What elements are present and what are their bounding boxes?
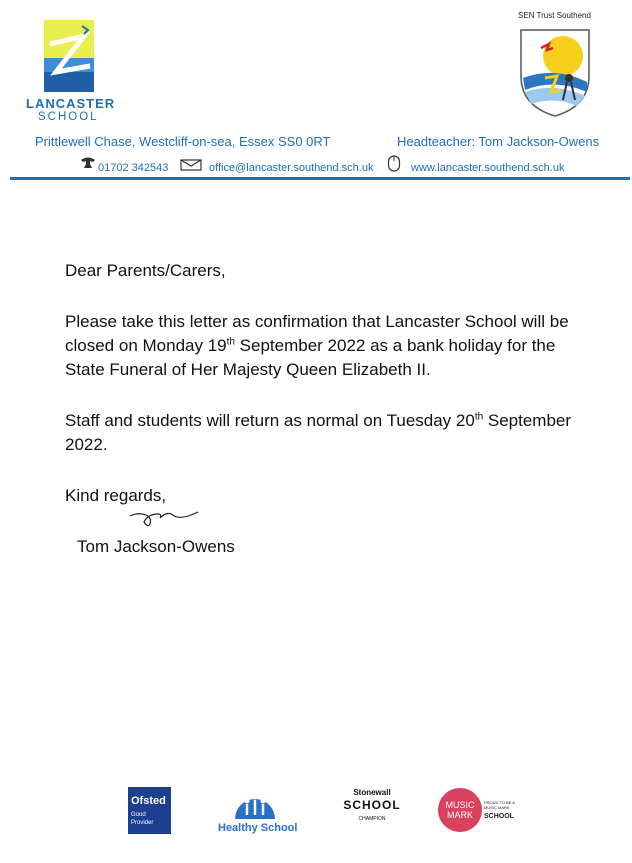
mouse-icon (387, 155, 401, 172)
ofsted-badge (128, 787, 171, 834)
healthy-school-badge (212, 785, 302, 837)
phone-icon (80, 156, 96, 169)
header-divider (10, 177, 630, 180)
music-mark-line2: MARK (446, 810, 473, 820)
closing: Kind regards, (65, 486, 167, 505)
lancaster-logo (44, 20, 94, 92)
date-ordinal: th (474, 411, 484, 423)
music-mark-school: SCHOOL (484, 813, 514, 820)
school-address: Prittlewell Chase, Westcliff-on-sea, Essex SS0 0RT (35, 134, 331, 149)
stonewall-line2: SCHOOL (343, 798, 401, 812)
music-mark-badge (438, 788, 528, 834)
sen-trust-crest (517, 26, 593, 118)
school-name-line2: SCHOOL (38, 111, 99, 123)
website-address[interactable]: www.lancaster.southend.sch.uk (411, 162, 565, 174)
ofsted-sub1: Good (131, 812, 146, 818)
signer-name: Tom Jackson-Owens (77, 537, 235, 556)
handwritten-signature (128, 504, 200, 530)
healthy-school-emblem (233, 785, 277, 819)
sen-trust-label: SEN Trust Southend (518, 11, 591, 20)
phone-number: 01702 342543 (98, 162, 169, 174)
date-ordinal: th (226, 336, 235, 348)
salutation: Dear Parents/Carers, (65, 261, 226, 280)
ofsted-sub2: Provider (131, 820, 154, 826)
music-mark-circle (438, 788, 482, 832)
paragraph-return-part2: September 2022. (65, 411, 572, 454)
paragraph-closure-part1: Please take this letter as confirmation that Lancaster School will be closed on Monday 19 (65, 312, 569, 355)
paragraph-return-part1: Staff and students will return as normal on Tuesday 20 (65, 411, 475, 430)
email-address[interactable]: office@lancaster.southend.sch.uk (209, 162, 374, 174)
stonewall-line1: Stonewall (353, 788, 391, 797)
paragraph-return (65, 409, 575, 457)
stonewall-badge (343, 786, 401, 834)
school-name-line1: LANCASTER (26, 96, 116, 111)
healthy-school-label: Healthy School (218, 822, 298, 834)
envelope-icon (180, 159, 202, 171)
paragraph-closure (65, 310, 575, 382)
paragraph-closure-part2: September 2022 as a bank holiday for the State Funeral of Her Majesty Queen Elizabeth II. (65, 336, 556, 379)
music-mark-line1: MUSIC (445, 800, 475, 810)
stonewall-line3: CHAMPION (358, 816, 386, 822)
music-mark-small: PROUD TO BE A MUSIC MARK (484, 800, 515, 810)
ofsted-title: Ofsted (131, 795, 166, 807)
headteacher-line: Headteacher: Tom Jackson-Owens (397, 134, 600, 149)
